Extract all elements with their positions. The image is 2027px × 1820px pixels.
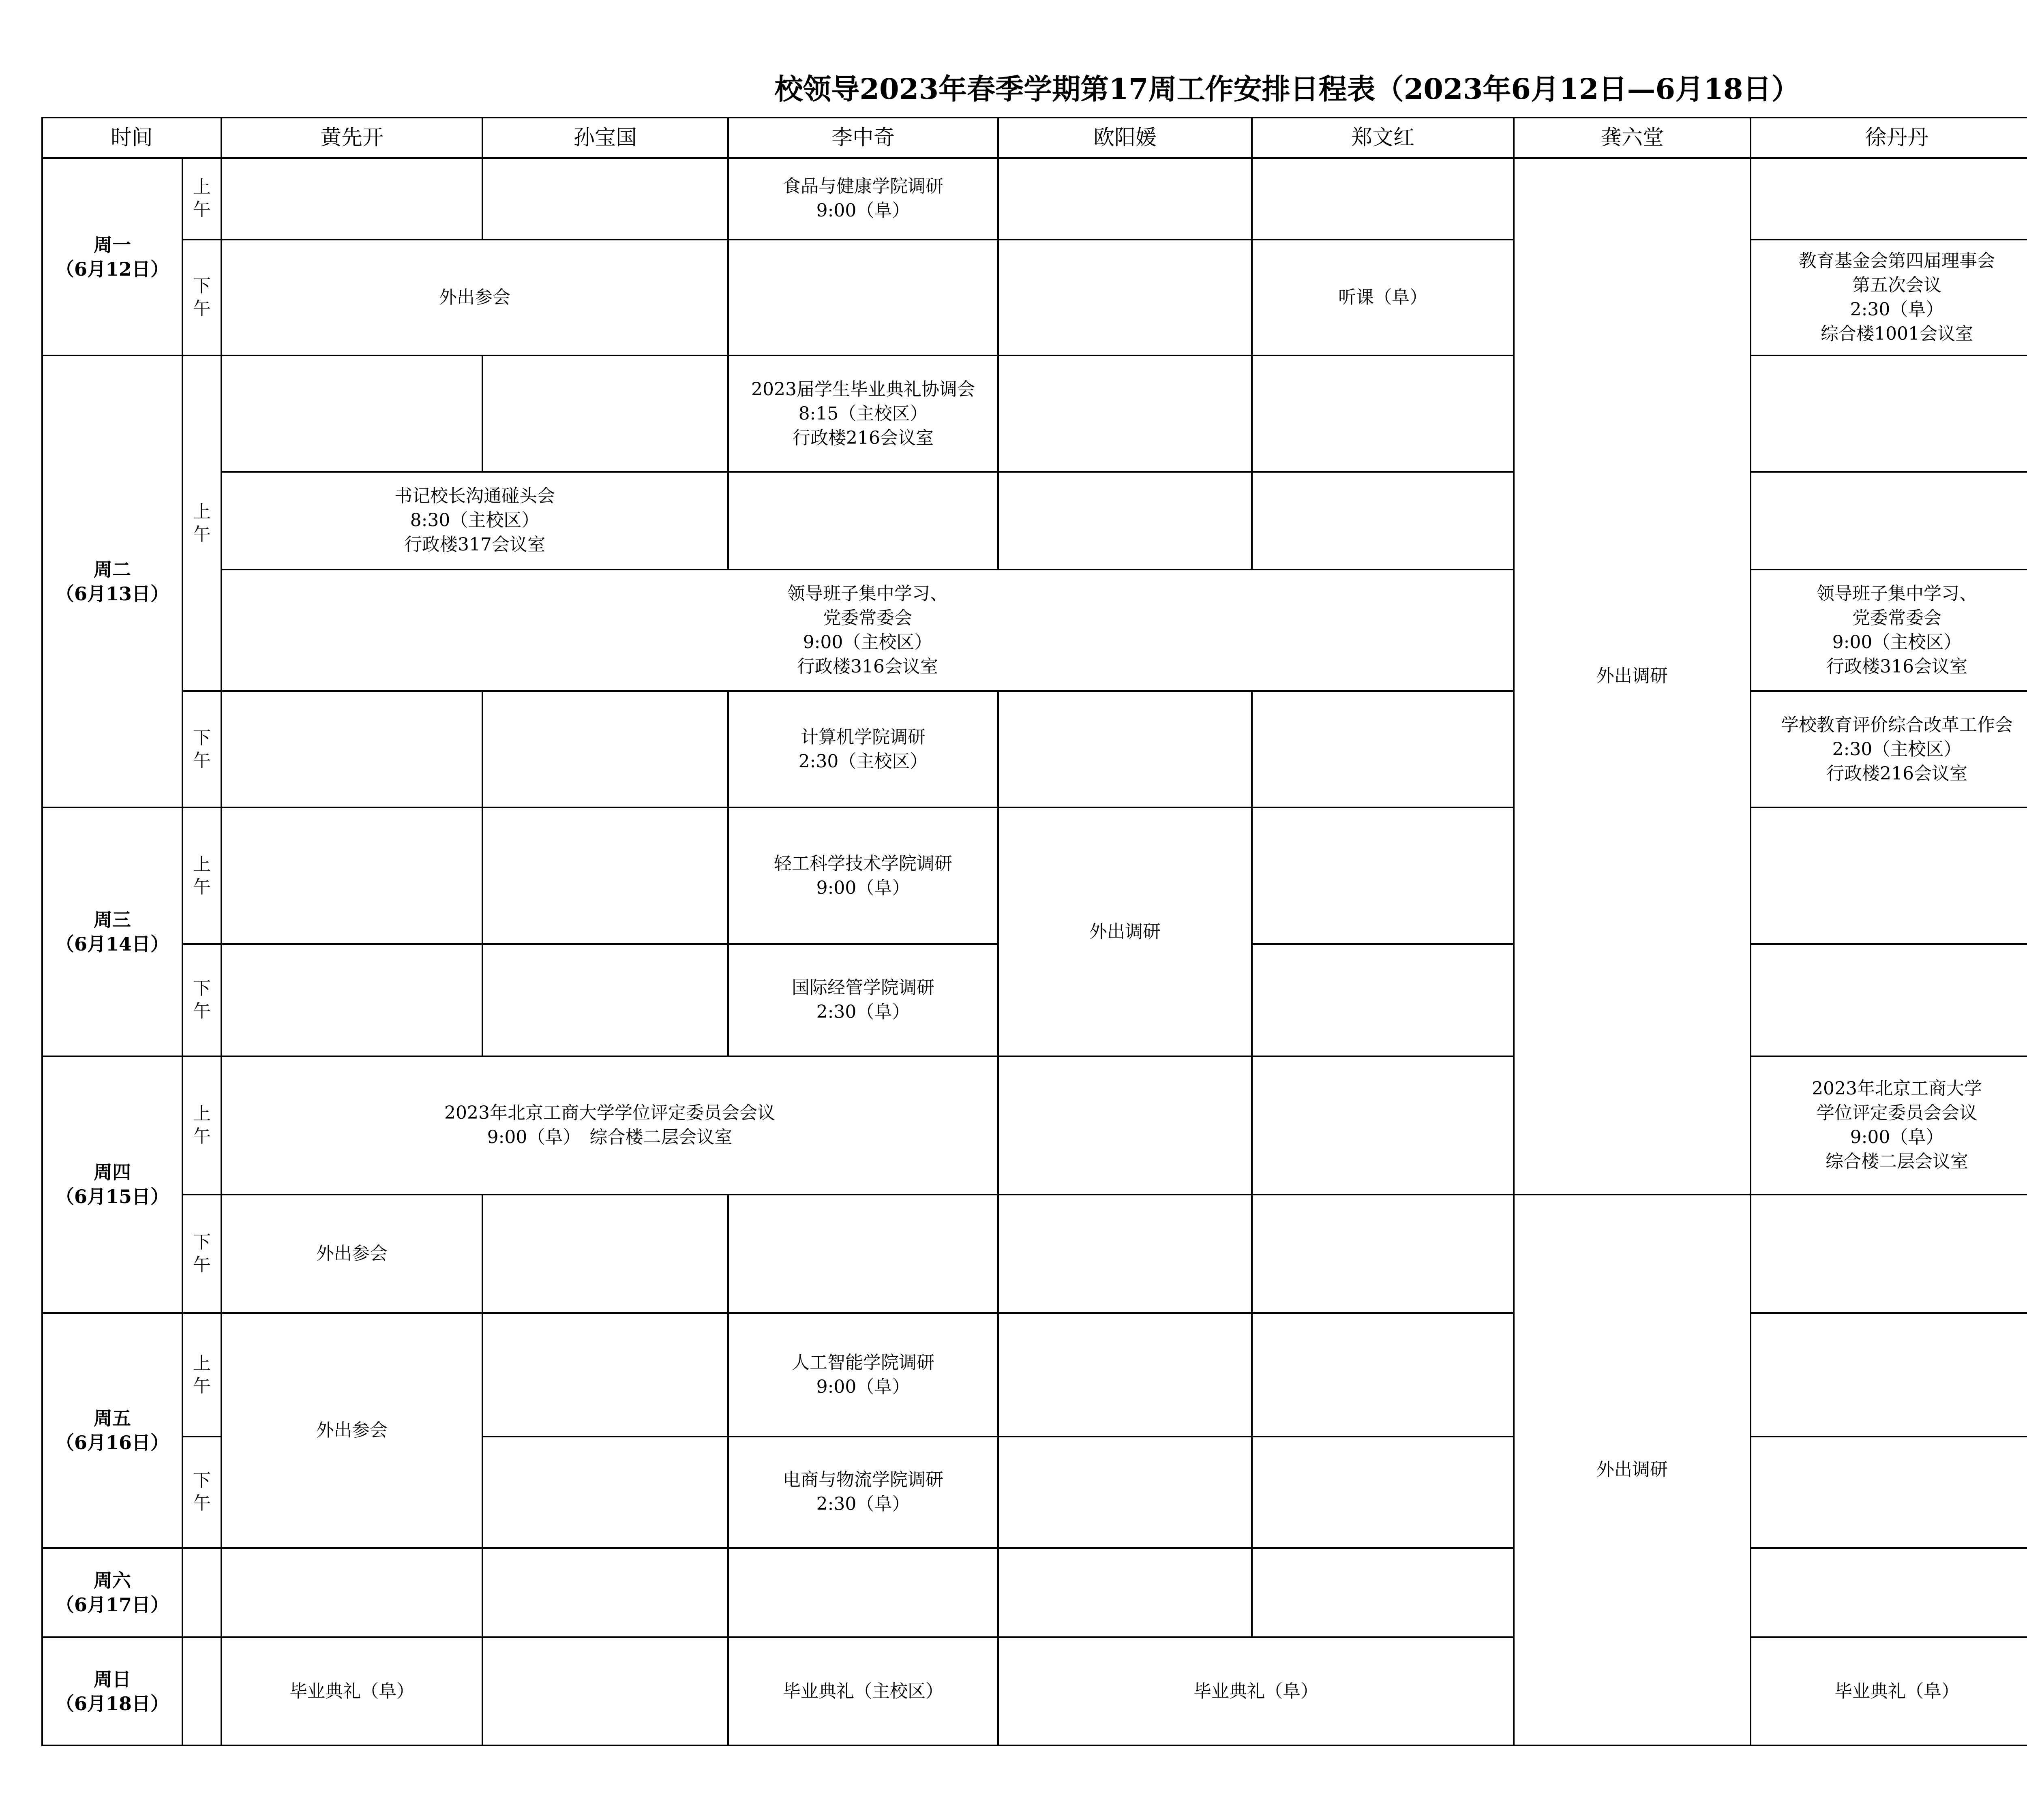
empty-cell (482, 355, 728, 472)
empty-cell (1252, 807, 1514, 944)
header-leader: 徐丹丹 (1751, 118, 2027, 158)
empty-cell (482, 691, 728, 807)
empty-cell (1252, 944, 1514, 1056)
header-leader: 李中奇 (728, 118, 998, 158)
empty-cell (998, 472, 1252, 570)
event-line: 第五次会议 (1852, 275, 1942, 296)
event-cell (1514, 158, 1751, 1194)
empty-cell (1751, 355, 2027, 472)
event-cell (998, 1637, 1514, 1745)
event-line: 国际经管学院调研 (792, 977, 935, 998)
event-line: 书记校长沟通碰头会 (394, 486, 555, 507)
event-line: 行政楼216会议室 (1826, 763, 1967, 784)
event-line: 外出调研 (1596, 1459, 1668, 1480)
page-title: 校领导2023年春季学期第17周工作安排日程表（2023年6月12日—6月18日） (774, 72, 1800, 106)
event-line: 外出调研 (1089, 921, 1161, 942)
event-line: 行政楼216会议室 (793, 427, 934, 448)
empty-cell (998, 1313, 1252, 1437)
event-cell (728, 355, 998, 472)
period-am: 上 午 (182, 355, 221, 691)
event-line: 听课（阜） (1338, 287, 1428, 308)
event-cell (728, 807, 998, 944)
event-line: 2023年北京工商大学学位评定委员会会议 (444, 1103, 775, 1124)
event-line: 2023届学生毕业典礼协调会 (751, 379, 975, 400)
event-line: 8:30（主校区） (410, 510, 540, 531)
empty-cell (1252, 472, 1514, 570)
event-cell (728, 944, 998, 1056)
empty-cell (221, 807, 482, 944)
event-line: 学校教育评价综合改革工作会 (1781, 714, 2013, 735)
empty-cell (998, 691, 1252, 807)
empty-cell (482, 1637, 728, 1745)
period-pm: 下 午 (182, 1437, 221, 1548)
event-line: 综合楼1001会议室 (1821, 323, 1973, 345)
day-cell-wed: 周三 （6月14日） (42, 807, 182, 1056)
event-cell (221, 1195, 482, 1313)
empty-cell (1252, 1056, 1514, 1195)
event-line: 综合楼二层会议室 (1826, 1151, 1969, 1172)
event-cell (1751, 570, 2027, 692)
event-line: 毕业典礼（阜） (1193, 1681, 1319, 1702)
event-line: 外出参会 (316, 1420, 388, 1441)
empty-cell (1751, 158, 2027, 239)
period-pm: 下 午 (182, 1195, 221, 1313)
event-line: 党委常委会 (823, 608, 913, 629)
empty-cell (1252, 355, 1514, 472)
event-cell (1252, 240, 1514, 356)
header-leader: 黄先开 (221, 118, 482, 158)
event-line: 领导班子集中学习、 (787, 583, 948, 604)
header-leader: 郑文红 (1252, 118, 1514, 158)
header-leader: 孙宝国 (482, 118, 728, 158)
event-cell (221, 1637, 482, 1745)
day-cell-thu: 周四 （6月15日） (42, 1056, 182, 1313)
empty-cell (221, 691, 482, 807)
event-line: 9:00（阜） (816, 877, 910, 898)
empty-cell (1252, 1195, 1514, 1313)
empty-cell (1751, 1313, 2027, 1437)
event-line: 计算机学院调研 (801, 726, 926, 747)
period-am: 上 午 (182, 1056, 221, 1195)
empty-cell (728, 472, 998, 570)
event-line: 领导班子集中学习、 (1817, 583, 1978, 604)
event-line: 外出调研 (1596, 666, 1668, 687)
empty-cell (482, 1195, 728, 1313)
event-cell (728, 691, 998, 807)
period-am: 上 午 (182, 1313, 221, 1437)
empty-cell (182, 1637, 221, 1745)
event-cell (1751, 1637, 2027, 1745)
event-line: 毕业典礼（阜） (1834, 1681, 1960, 1702)
event-cell (221, 570, 1514, 692)
empty-cell (998, 1437, 1252, 1548)
event-line: 外出参会 (439, 287, 511, 308)
event-line: 8:15（主校区） (798, 403, 928, 424)
empty-cell (482, 944, 728, 1056)
empty-cell (1252, 691, 1514, 807)
event-line: 2:30（阜） (1850, 299, 1944, 320)
event-line: 9:00（阜） (816, 200, 910, 221)
empty-cell (1252, 1313, 1514, 1437)
empty-cell (482, 1437, 728, 1548)
event-line: 外出参会 (316, 1243, 388, 1264)
event-line: 9:00（阜） (816, 1376, 910, 1397)
day-cell-fri: 周五 （6月16日） (42, 1313, 182, 1548)
empty-cell (1751, 1195, 2027, 1313)
event-cell (221, 240, 728, 356)
event-line: 食品与健康学院调研 (783, 176, 944, 197)
period-pm: 下 午 (182, 240, 221, 356)
period-am: 上 午 (182, 807, 221, 944)
event-line: 9:00（阜） (1850, 1127, 1944, 1148)
schedule-table (41, 117, 2027, 1746)
empty-cell (1252, 1437, 1514, 1548)
event-cell (728, 158, 998, 239)
empty-cell (998, 355, 1252, 472)
event-line: 人工智能学院调研 (792, 1352, 935, 1373)
event-line: 毕业典礼（阜） (289, 1681, 415, 1702)
empty-cell (1751, 1437, 2027, 1548)
event-cell (1751, 240, 2027, 356)
event-cell (1514, 1195, 1751, 1745)
event-line: 毕业典礼（主校区） (783, 1681, 944, 1702)
event-cell (728, 1637, 998, 1745)
event-cell (1751, 1056, 2027, 1195)
event-line: 行政楼316会议室 (1826, 656, 1967, 677)
empty-cell (998, 158, 1252, 239)
empty-cell (998, 1056, 1252, 1195)
event-cell (221, 1313, 482, 1548)
empty-cell (482, 158, 728, 239)
event-cell (221, 472, 728, 570)
day-cell-mon: 周一 （6月12日） (42, 158, 182, 355)
empty-cell (998, 1548, 1252, 1638)
event-line: 党委常委会 (1852, 608, 1942, 629)
empty-cell (1751, 1548, 2027, 1638)
empty-cell (728, 240, 998, 356)
empty-cell (998, 1195, 1252, 1313)
event-line: 轻工科学技术学院调研 (774, 853, 953, 874)
empty-cell (482, 1548, 728, 1638)
event-line: 9:00（阜） 综合楼二层会议室 (487, 1127, 733, 1148)
event-cell (998, 807, 1252, 1056)
event-cell (728, 1313, 998, 1437)
empty-cell (482, 1313, 728, 1437)
empty-cell (1252, 1548, 1514, 1638)
empty-cell (1751, 807, 2027, 944)
empty-cell (728, 1548, 998, 1638)
empty-cell (221, 944, 482, 1056)
day-cell-sun: 周日 （6月18日） (42, 1637, 182, 1745)
event-line: 行政楼316会议室 (797, 656, 938, 677)
event-line: 学位评定委员会会议 (1817, 1103, 1978, 1124)
event-line: 2:30（主校区） (798, 751, 928, 772)
header-time: 时间 (42, 118, 221, 158)
event-line: 2023年北京工商大学 (1812, 1078, 1982, 1099)
event-cell (221, 1056, 998, 1195)
event-line: 2:30（阜） (816, 1002, 910, 1023)
event-line: 9:00（主校区） (803, 632, 932, 653)
empty-cell (221, 1548, 482, 1638)
empty-cell (482, 807, 728, 944)
day-cell-sat: 周六 （6月17日） (42, 1548, 182, 1638)
event-cell (1751, 691, 2027, 807)
period-pm: 下 午 (182, 691, 221, 807)
empty-cell (1751, 472, 2027, 570)
event-line: 行政楼317会议室 (404, 534, 545, 555)
empty-cell (182, 1548, 221, 1638)
event-line: 电商与物流学院调研 (783, 1469, 944, 1490)
event-line: 教育基金会第四届理事会 (1799, 251, 1995, 272)
header-leader: 欧阳媛 (998, 118, 1252, 158)
empty-cell (998, 240, 1252, 356)
event-cell (728, 1437, 998, 1548)
event-line: 2:30（主校区） (1832, 739, 1962, 760)
event-line: 9:00（主校区） (1832, 632, 1962, 653)
empty-cell (728, 1195, 998, 1313)
empty-cell (221, 355, 482, 472)
empty-cell (1252, 158, 1514, 239)
event-line: 2:30（阜） (816, 1494, 910, 1515)
empty-cell (221, 158, 482, 239)
header-leader: 龚六堂 (1514, 118, 1751, 158)
day-cell-tue: 周二 （6月13日） (42, 355, 182, 807)
period-am: 上 午 (182, 158, 221, 239)
period-pm: 下 午 (182, 944, 221, 1056)
empty-cell (1751, 944, 2027, 1056)
